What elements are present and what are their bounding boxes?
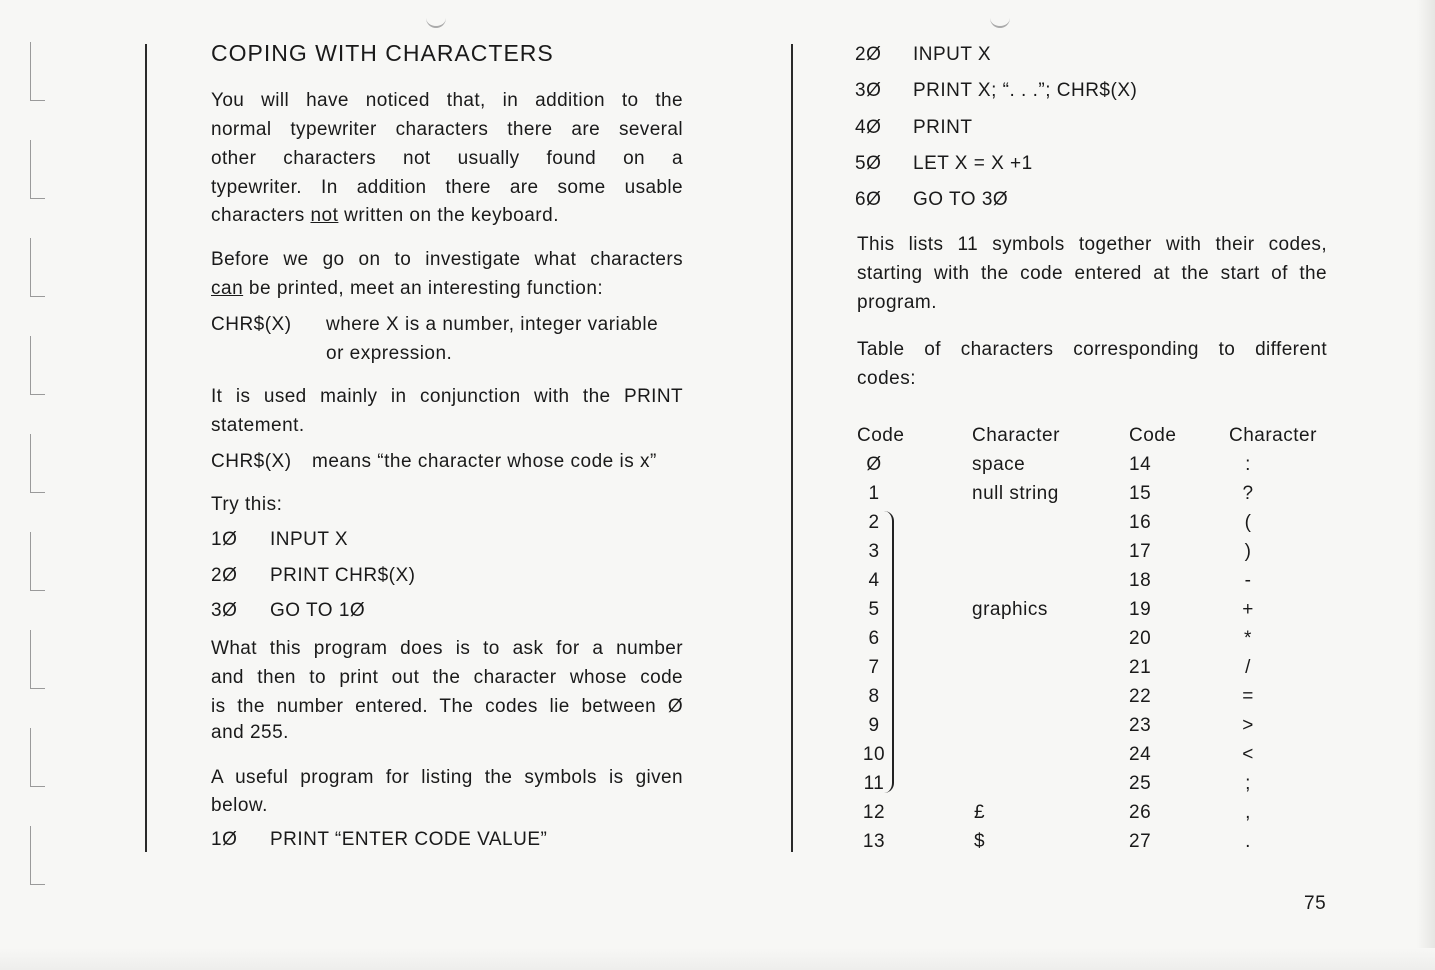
bottom-edge-shadow [0, 948, 1435, 970]
code-line: PRINT X; “. . .”; CHR$(X) [913, 80, 1138, 101]
paragraph-8 [857, 335, 1327, 364]
character-cell: ) [1244, 541, 1252, 562]
try-this-label: Try this: [211, 494, 283, 515]
text-line: is the number entered. The codes lie between Ø [211, 696, 683, 717]
code-cell: 26 [1129, 802, 1152, 823]
code-cell: 17 [1129, 541, 1152, 562]
code-cell: 15 [1129, 483, 1152, 504]
code-cell: 20 [1129, 628, 1152, 649]
code-cell: 18 [1129, 570, 1152, 591]
character-cell: = [1242, 686, 1254, 707]
paragraph-4-text: means “the character whose code is x” [312, 451, 657, 472]
code-cell: 6 [868, 628, 880, 649]
character-cell: - [1244, 570, 1252, 591]
punch-hole-mark [426, 14, 446, 28]
code-cell: 14 [1129, 454, 1152, 475]
character-cell: ( [1244, 512, 1252, 533]
binder-hole [30, 532, 45, 591]
paragraph-7-last-line: program. [857, 292, 938, 313]
code-cell: 27 [1129, 831, 1152, 852]
code-line: INPUT X [913, 44, 992, 65]
paragraph-4-function: CHR$(X) [211, 451, 292, 472]
binder-hole [30, 728, 45, 787]
line-number: 1Ø [211, 829, 238, 850]
line-number: 6Ø [855, 189, 882, 210]
character-cell: ? [1242, 483, 1254, 504]
paragraph-2-last-line [211, 278, 603, 300]
text-line: other characters not usually found on a [211, 148, 683, 169]
table-header-character: Character [972, 425, 1060, 446]
code-cell: 21 [1129, 657, 1152, 678]
text-line: typewriter. In addition there are some usable [211, 177, 683, 198]
character-cell: $ [974, 831, 986, 852]
text-line: and then to print out the character whose code [211, 667, 683, 688]
table-header-code: Code [1129, 425, 1177, 446]
table-header-code: Code [857, 425, 905, 446]
character-cell: , [1245, 802, 1251, 823]
code-cell: 16 [1129, 512, 1152, 533]
binder-hole [30, 434, 45, 493]
character-cell: < [1242, 744, 1254, 765]
line-number: 2Ø [211, 565, 238, 586]
text-line: normal typewriter characters there are several [211, 119, 683, 140]
page-edge-shadow [1417, 0, 1435, 970]
code-cell: 2 [868, 512, 880, 533]
code-cell: 9 [868, 715, 880, 736]
page-title: COPING WITH CHARACTERS [211, 40, 554, 66]
code-cell: 25 [1129, 773, 1152, 794]
binder-hole [30, 826, 45, 885]
code-line: GO TO 3Ø [913, 189, 1009, 210]
paragraph-3-last-line: statement. [211, 415, 305, 436]
code-cell: 10 [862, 744, 886, 765]
text-span: written on the keyboard. [338, 205, 559, 226]
code-line: PRINT [913, 117, 973, 138]
line-number: 3Ø [855, 80, 882, 101]
function-description: where X is a number, integer variable [326, 314, 659, 335]
code-cell: 19 [1129, 599, 1152, 620]
character-cell: : [1245, 454, 1251, 475]
text-line: You will have noticed that, in addition to the [211, 90, 683, 111]
underlined-word: can [211, 278, 244, 299]
code-cell: 11 [863, 773, 885, 794]
code-cell: 13 [862, 831, 886, 852]
text-line: What this program does is to ask for a number [211, 638, 683, 659]
code-cell: 7 [868, 657, 880, 678]
character-cell: graphics [972, 599, 1048, 620]
code-cell: 5 [868, 599, 880, 620]
character-cell: ; [1245, 773, 1251, 794]
paragraph-5 [211, 634, 683, 721]
code-cell: 8 [868, 686, 880, 707]
paragraph-6-last-line: below. [211, 795, 268, 816]
character-cell: / [1245, 657, 1251, 678]
text-line: starting with the code entered at the start of the [857, 263, 1327, 284]
paragraph-3 [211, 382, 683, 411]
right-margin-rule [791, 44, 793, 852]
binder-hole [30, 42, 45, 101]
code-line: LET X = X +1 [913, 153, 1033, 174]
line-number: 2Ø [855, 44, 882, 65]
line-number: 4Ø [855, 117, 882, 138]
binder-hole [30, 238, 45, 297]
text-line: This lists 11 symbols together with their codes, [857, 234, 1327, 255]
code-line: GO TO 1Ø [270, 600, 366, 621]
left-margin-rule [145, 44, 147, 852]
paragraph-1 [211, 86, 683, 202]
code-cell: 22 [1129, 686, 1152, 707]
character-cell: null string [972, 483, 1059, 504]
text-line: A useful program for listing the symbols is given [211, 767, 683, 788]
code-cell: 4 [868, 570, 880, 591]
function-name: CHR$(X) [211, 314, 292, 335]
table-header-character: Character [1229, 425, 1317, 446]
binder-hole [30, 630, 45, 689]
line-number: 1Ø [211, 529, 238, 550]
character-cell: space [972, 454, 1026, 475]
text-line: Table of characters corresponding to different [857, 339, 1327, 360]
text-span: be printed, meet an interesting function: [243, 278, 604, 299]
code-cell: 23 [1129, 715, 1152, 736]
line-number: 5Ø [855, 153, 882, 174]
line-number: 3Ø [211, 600, 238, 621]
punch-hole-mark [990, 14, 1010, 28]
code-cell: Ø [866, 454, 882, 475]
character-cell: . [1245, 831, 1251, 852]
paragraph-7 [857, 230, 1327, 288]
code-line: PRINT CHR$(X) [270, 565, 416, 586]
binder-hole [30, 336, 45, 395]
page-number: 75 [1304, 893, 1327, 914]
character-cell: £ [974, 802, 986, 823]
character-cell: * [1244, 628, 1252, 649]
paragraph-2 [211, 245, 683, 274]
text-span: characters [211, 205, 311, 226]
character-cell: + [1242, 599, 1254, 620]
code-cell: 12 [862, 802, 886, 823]
character-cell: > [1242, 715, 1254, 736]
underlined-word: not [310, 205, 339, 226]
function-description: or expression. [326, 343, 453, 364]
text-line: Before we go on to investigate what characters [211, 249, 683, 270]
graphics-range-brace [884, 511, 894, 793]
paragraph-8-last-line: codes: [857, 368, 916, 389]
code-cell: 1 [868, 483, 880, 504]
paragraph-1-last-line [211, 205, 559, 227]
code-cell: 3 [868, 541, 880, 562]
paragraph-5-last-line: and 255. [211, 722, 289, 743]
code-cell: 24 [1129, 744, 1152, 765]
binder-hole [30, 140, 45, 199]
code-line: PRINT “ENTER CODE VALUE” [270, 829, 548, 850]
text-line: It is used mainly in conjunction with the PRINT [211, 386, 683, 407]
paragraph-6 [211, 763, 683, 792]
code-line: INPUT X [270, 529, 349, 550]
